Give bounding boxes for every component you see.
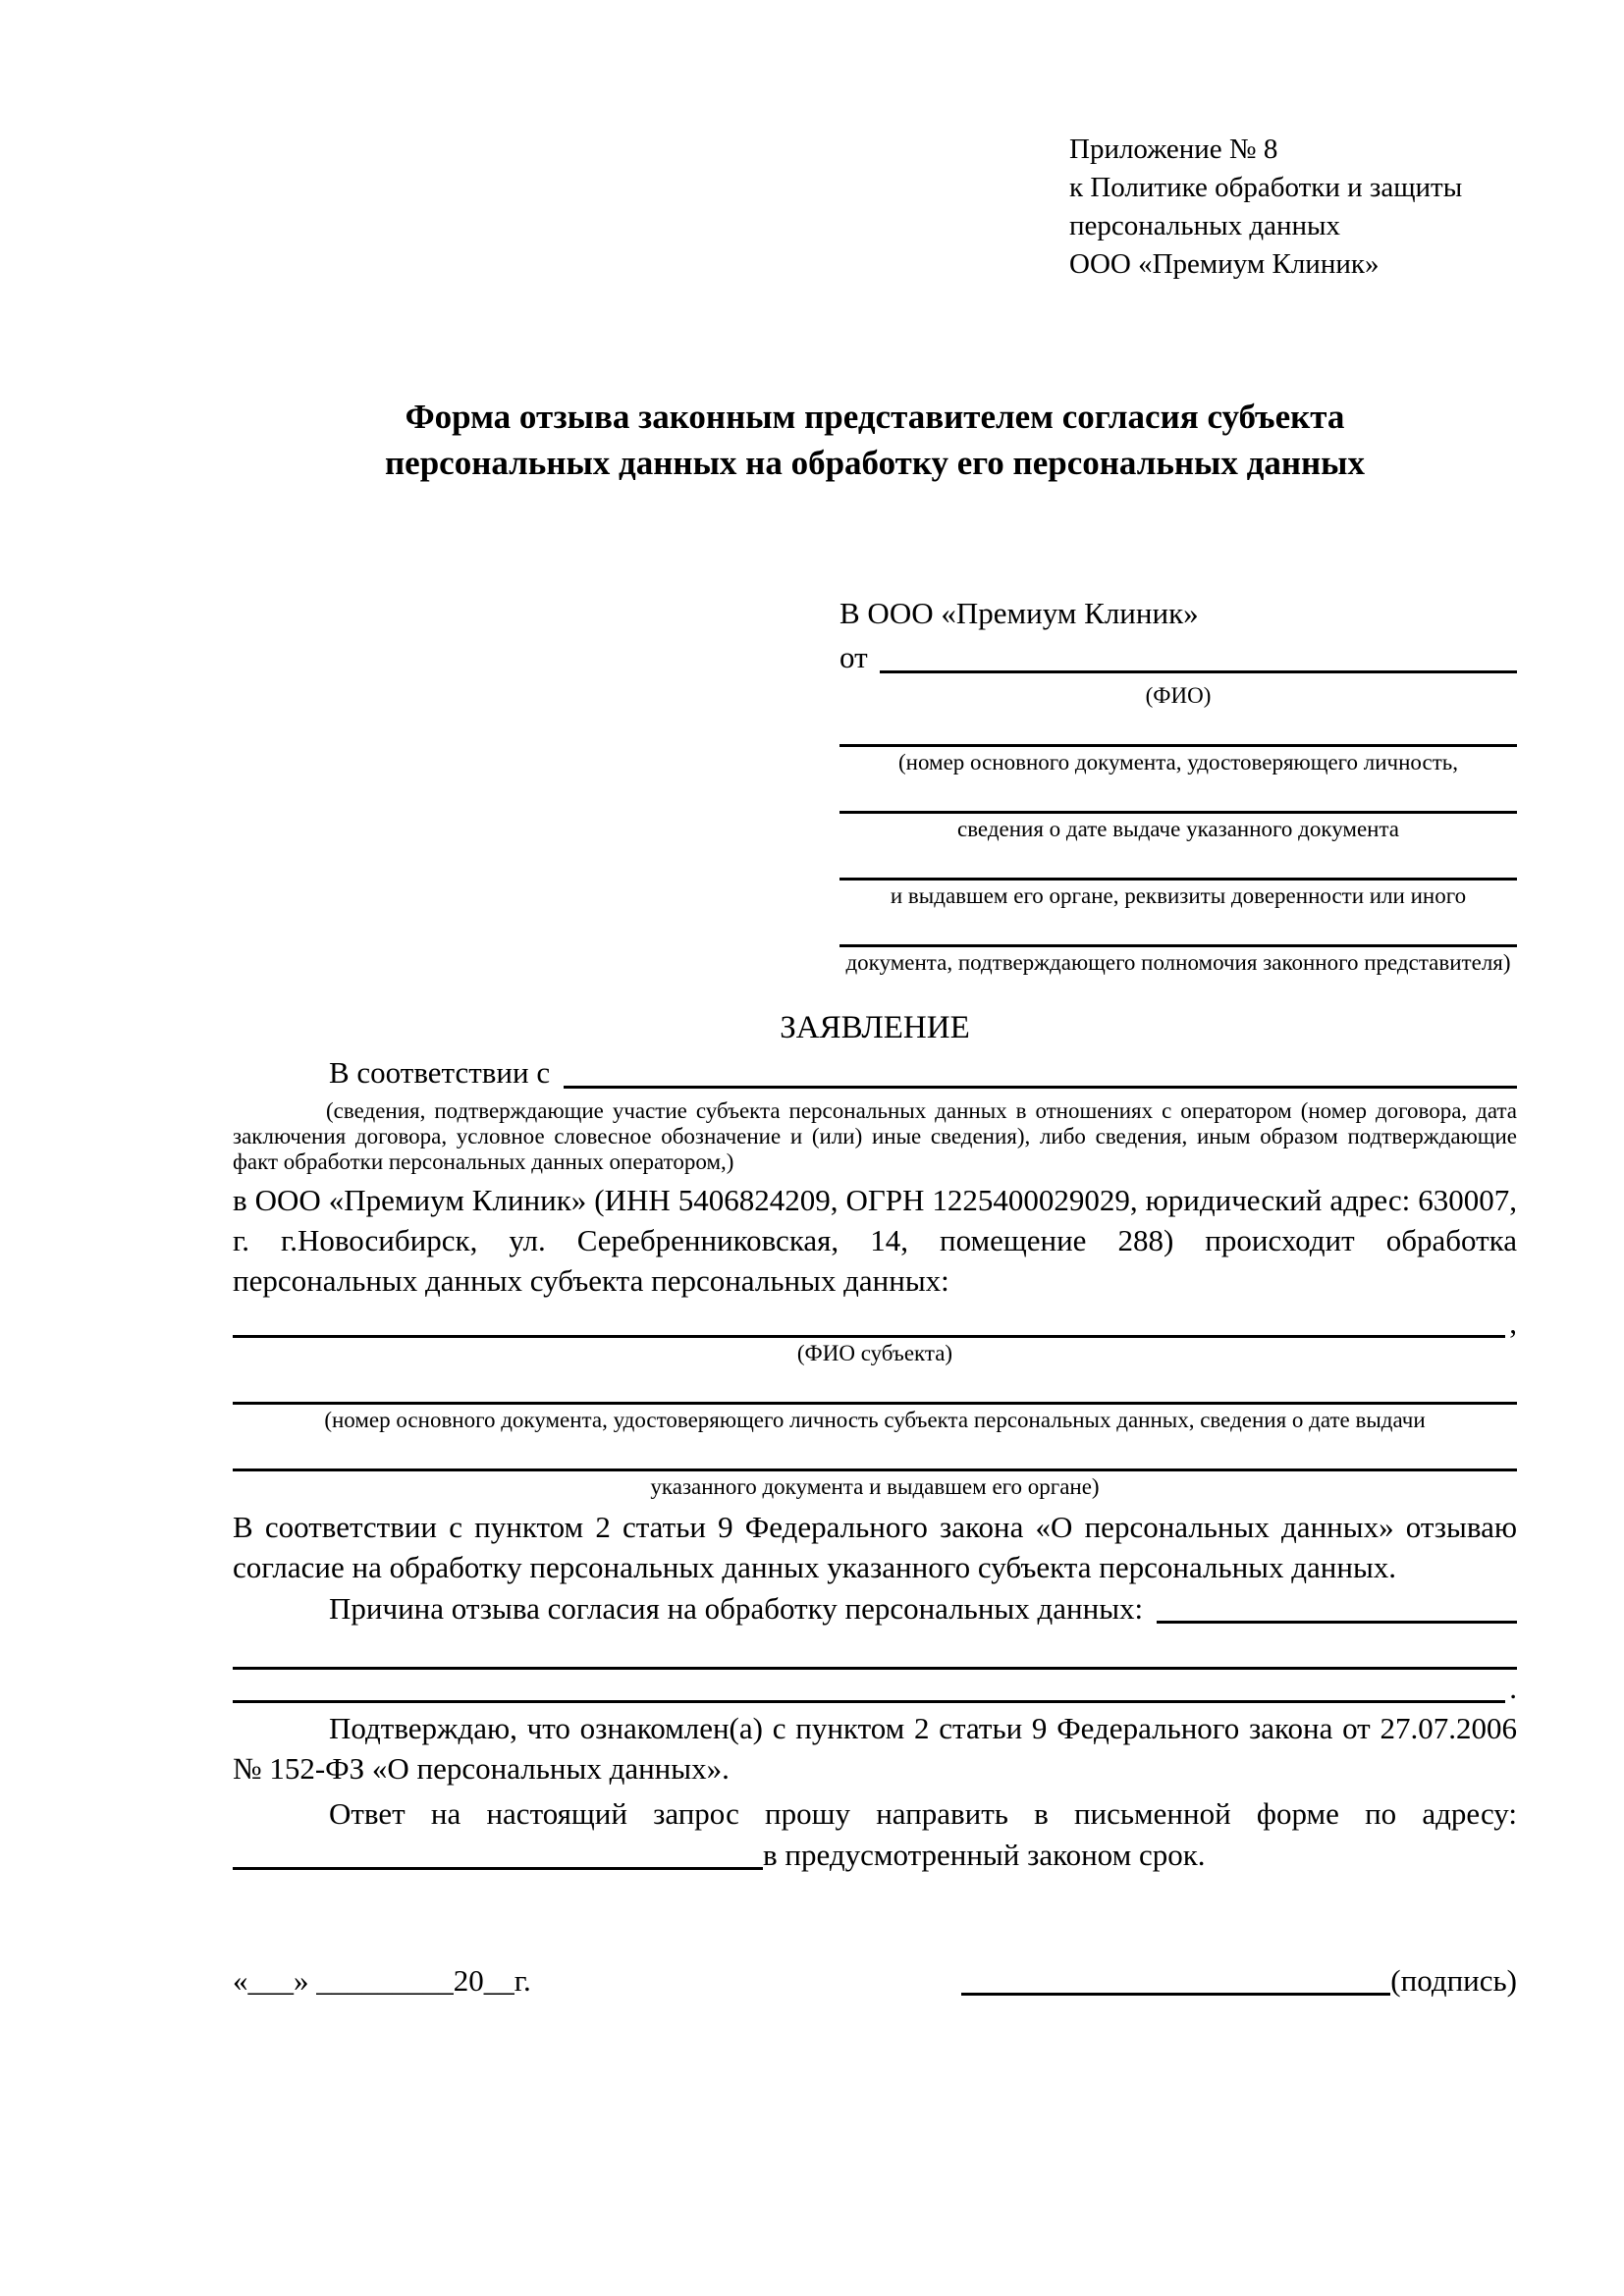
representative-doc-blank-line — [839, 914, 1517, 947]
reason-row — [233, 1587, 1517, 1630]
reply-paragraph: Ответ на настоящий запрос прошу направить в письменной форме по адресу: — [329, 1796, 1517, 1831]
operator-paragraph: в ООО «Премиум Клиник» (ИНН 5406824209, ОГРН 1225400029029, юридический адрес: 630007, г. г.Новосибирск, ул. Серебренниковская, 14, помещение 288) происходит обработка персональных данных субъекта персональных данных: — [233, 1183, 1517, 1298]
appendix-header — [1069, 131, 1517, 284]
subject-fio-row — [233, 1306, 1517, 1340]
statement-heading: ЗАЯВЛЕНИЕ — [780, 1010, 970, 1045]
reply-address-blank-line — [233, 1834, 763, 1870]
subject-doc-blank-line — [233, 1371, 1517, 1405]
subject-doc-caption: (номер основного документа, удостоверяющего личность субъекта персональных данных, сведения о дате выдачи — [324, 1408, 1426, 1432]
representative-doc-caption: документа, подтверждающего полномочия законного представителя) — [845, 950, 1511, 975]
fio-caption: (ФИО) — [1145, 683, 1212, 708]
reply-address-row — [233, 1834, 1517, 1877]
appendix-header-line: Приложение № 8 — [1069, 133, 1278, 165]
appendix-header-line: ООО «Премиум Клиник» — [1069, 248, 1380, 280]
confirm-paragraph: Подтверждаю, что ознакомлен(а) с пунктом 2 статьи 9 Федерального закона от 27.07.2006 № 152-ФЗ «О персональных данных». — [233, 1711, 1517, 1786]
representative-doc-caption: сведения о дате выдаче указанного документа — [956, 817, 1400, 841]
representative-doc-caption: и выдавшем его органе, реквизиты доверенности или иного — [890, 883, 1467, 908]
subject-doc-caption: указанного документа и выдавшем его органе) — [650, 1474, 1100, 1499]
reason-extra-row — [233, 1670, 1517, 1703]
appendix-header-line: персональных данных — [1069, 210, 1341, 241]
date-line: «___» _________20__г. — [233, 1963, 531, 1998]
document-title: Форма отзыва законным представителем согласия субъекта персональных данных на обработку его персональных данных — [385, 398, 1365, 482]
accordance-caption: (сведения, подтверждающие участие субъекта персональных данных в отношениях с оператором (номер договора, дата заключения договора, условное словесное обозначение и (или) иные сведения), либо сведения, иным образом подтверждающие факт обработки персональных данных оператором,) — [233, 1098, 1517, 1174]
reason-extra-row — [233, 1630, 1517, 1670]
signature-group — [961, 1959, 1517, 2002]
signature-blank-line — [961, 1959, 1390, 1996]
reason-label: Причина отзыва согласия на обработку персональных данных: — [329, 1591, 1144, 1626]
from-label: от — [839, 640, 868, 674]
signature-caption: (подпись) — [1390, 1963, 1517, 1998]
subject-fio-caption: (ФИО субъекта) — [796, 1341, 953, 1365]
reason-extra-blank-line — [233, 1700, 1505, 1703]
representative-doc-caption: (номер основного документа, удостоверяющего личность, — [897, 750, 1458, 774]
representative-doc-blank-line — [839, 714, 1517, 747]
reason-blank-line — [1157, 1587, 1517, 1624]
accordance-blank-line — [564, 1050, 1517, 1089]
withdraw-paragraph: В соответствии с пунктом 2 статьи 9 Федерального закона «О персональных данных» отзываю согласие на обработку персональных данных указанного субъекта персональных данных. — [233, 1510, 1517, 1584]
reason-period: . — [1509, 1671, 1517, 1705]
subject-fio-comma: , — [1509, 1306, 1517, 1340]
subject-doc-blank-line — [233, 1438, 1517, 1471]
signature-footer — [233, 1959, 1517, 2002]
reason-extra-blank-line — [233, 1667, 1517, 1670]
accordance-label: В соответствии с — [329, 1055, 551, 1090]
representative-fio-blank-line — [880, 635, 1517, 673]
reply-tail-text: в предусмотренный законом срок. — [763, 1838, 1206, 1872]
addressee-from-row — [839, 635, 1517, 680]
accordance-row — [233, 1050, 1517, 1095]
representative-doc-blank-line — [839, 780, 1517, 814]
representative-doc-blank-line — [839, 847, 1517, 881]
appendix-header-line: к Политике обработки и защиты — [1069, 172, 1463, 203]
addressee-to: В ООО «Премиум Клиник» — [839, 596, 1199, 630]
addressee-block — [839, 592, 1517, 978]
